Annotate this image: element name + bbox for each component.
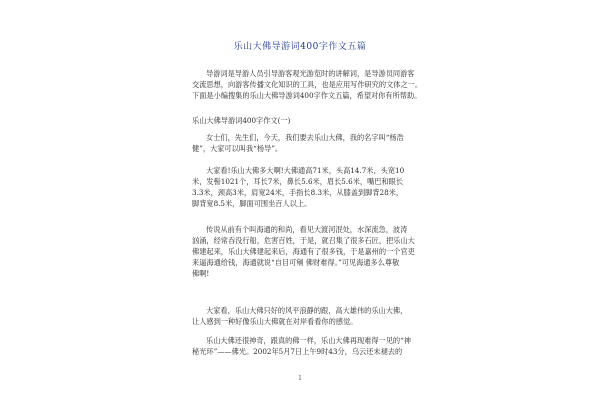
paragraph-greeting [192,132,422,154]
text-line: 佛建起来，乐山大佛建起来后，海通有了很多钱，于是嘉州的一个官吏 [192,247,415,256]
text-line: 导游词是导游人员引导游客观光游览时的讲解词，是导游员同游客 [206,69,415,78]
paragraph-legend [192,224,422,279]
text-line: 乐山大佛导游词400字作文(一) [192,116,291,125]
document-title: 乐山大佛导游词400字作文五篇 [233,42,367,52]
paragraph-closing [192,305,422,327]
text-line: 3.3米，颈高3米，肩宽24米，手指长8.3米，从膝盖到脚背28米， [192,188,404,197]
text-line: 来逼海通给钱，海通就说“自目可剜 佛财难得。”可见海通多么尊敬 [192,258,400,267]
page-number: 1 [298,375,302,382]
paragraph-dimensions [192,165,422,209]
text-line: 交流思想，向游客传播文化知识的工具，也是应用写作研究的文体之一。 [192,80,423,89]
text-line: 汹涌，经常吞没行船，危害百姓，于是，就召集了很多石匠，把乐山大 [192,236,415,245]
text-line: 秘光环”——佛光。2002年5月7日上午9时43分，乌云还未褪去的 [192,347,403,356]
text-line: 传说从前有个叫海通的和尚，看见大渡河泯处，水深流急，波涛 [206,225,408,234]
text-line: 脚背宽8.5米，脚面可围坐百人以上。 [192,199,312,208]
text-line: 佛啊! [192,269,210,278]
section-heading [192,115,422,126]
text-line: 女士们，先生们，今天，我们要去乐山大佛，我的名字叫“杨浩 [206,133,404,142]
text-line: 大家看，乐山大佛只好的风平浪静的跟，高大雄伟的乐山大佛， [206,306,408,315]
text-line: 米，发髻1021个，耳长7米，鼻长5.6米，眉长5.6米，嘴巴和眼长 [192,177,404,186]
paragraph-buddha-light [192,335,422,357]
text-line: 大家看!乐山大佛多大啊!大佛通高71米，头高14.7米，头宽10 [206,166,405,175]
text-line: 健”，大家可以叫我“杨导”。 [192,144,283,153]
text-line: 乐山大佛还很神奇，跟真的佛一样，乐山大佛再现难得一见的“神 [206,336,411,345]
text-line: 让人感到一种好像乐山大佛就在对岸看看你的感觉。 [192,317,358,326]
paragraph-intro [192,68,422,101]
text-line: 下面是小编搜集的乐山大佛导游词400字作文五篇，希望对你有所帮助。 [192,91,422,100]
